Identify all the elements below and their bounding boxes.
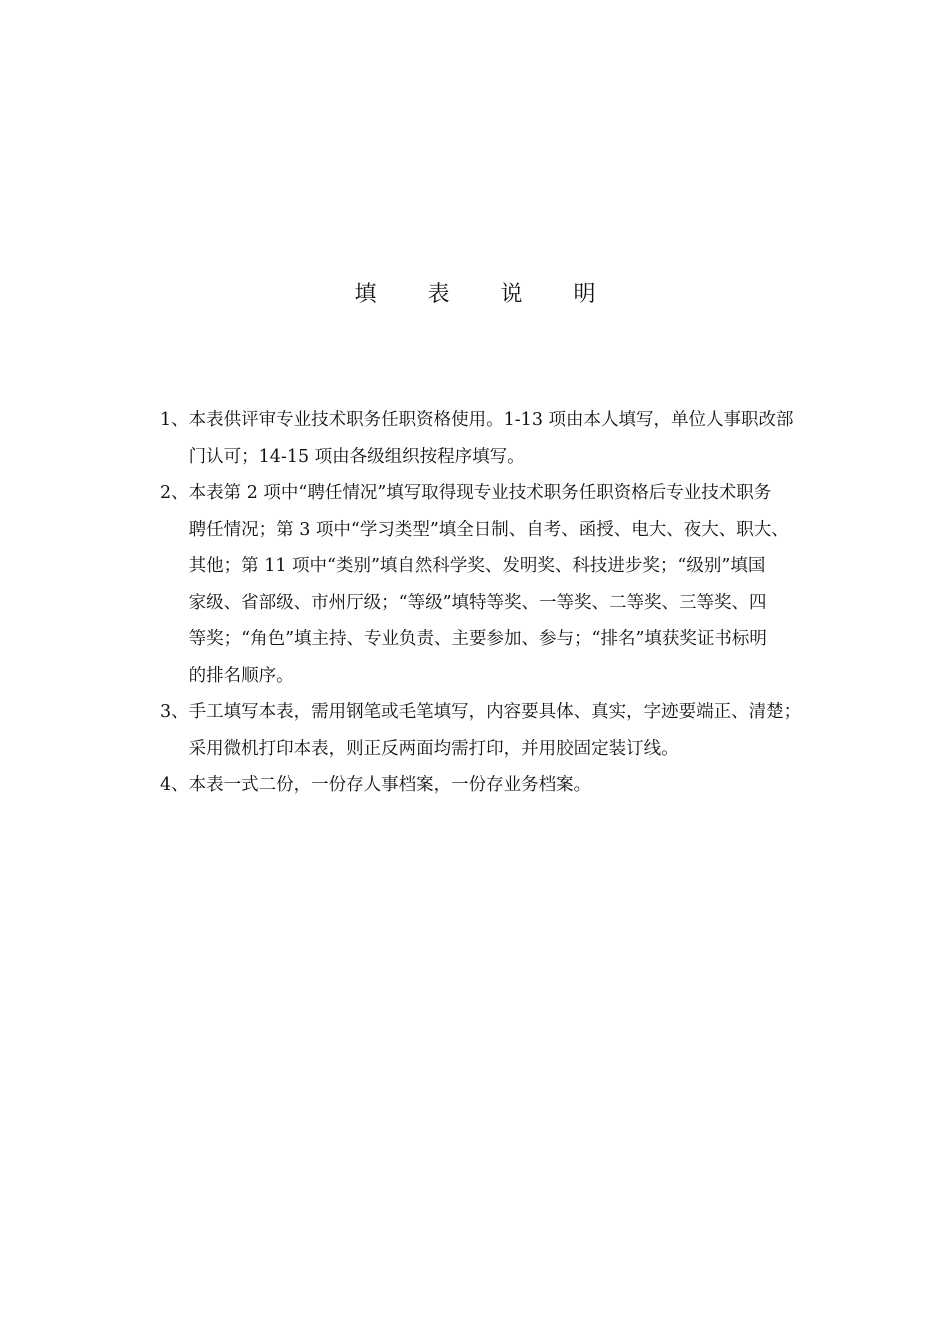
instruction-item-2 (160, 475, 840, 694)
instruction-list (160, 402, 840, 804)
item-number: 3、 (160, 702, 189, 722)
item-line: 等奖；“角色”填主持、专业负责、主要参加、参与；“排名”填获奖证书标明 (188, 629, 767, 649)
instruction-item-4 (160, 767, 840, 804)
item-number: 2、 (160, 483, 189, 503)
item-text (189, 767, 840, 804)
item-line: 门认可；14-15 项由各级组织按程序填写。 (188, 446, 525, 467)
item-line: 本表供评审专业技术职务任职资格使用。1-13 项由本人填写，单位人事职改部 (188, 410, 794, 430)
item-line: 家级、省部级、市州厅级；“等级”填特等奖、一等奖、二等奖、三等奖、四 (188, 592, 767, 613)
instruction-item-3 (160, 694, 840, 767)
instruction-item-1 (160, 402, 840, 475)
item-line: 其他；第 11 项中“类别”填自然科学奖、发明奖、科技进步奖；“级别”填国 (188, 556, 766, 576)
item-line: 的排名顺序。 (188, 665, 294, 686)
item-text (189, 475, 840, 694)
item-line: 本表第 2 项中“聘任情况”填写取得现专业技术职务任职资格后专业技术职务 (188, 483, 772, 503)
item-line: 本表一式二份，一份存人事档案，一份存业务档案。 (188, 775, 592, 795)
page-title: 填 表 说 明 (354, 282, 618, 307)
item-number: 4、 (160, 775, 189, 795)
item-text (189, 694, 840, 767)
item-text (189, 402, 840, 475)
item-line: 聘任情况；第 3 项中“学习类型”填全日制、自考、函授、电大、夜大、职大、 (188, 519, 789, 540)
item-line: 手工填写本表，需用钢笔或毛笔填写，内容要具体、真实，字迹要端正、清楚； (188, 702, 802, 722)
item-number: 1、 (160, 410, 189, 430)
item-line: 采用微机打印本表，则正反两面均需打印，并用胶固定装订线。 (188, 738, 679, 759)
